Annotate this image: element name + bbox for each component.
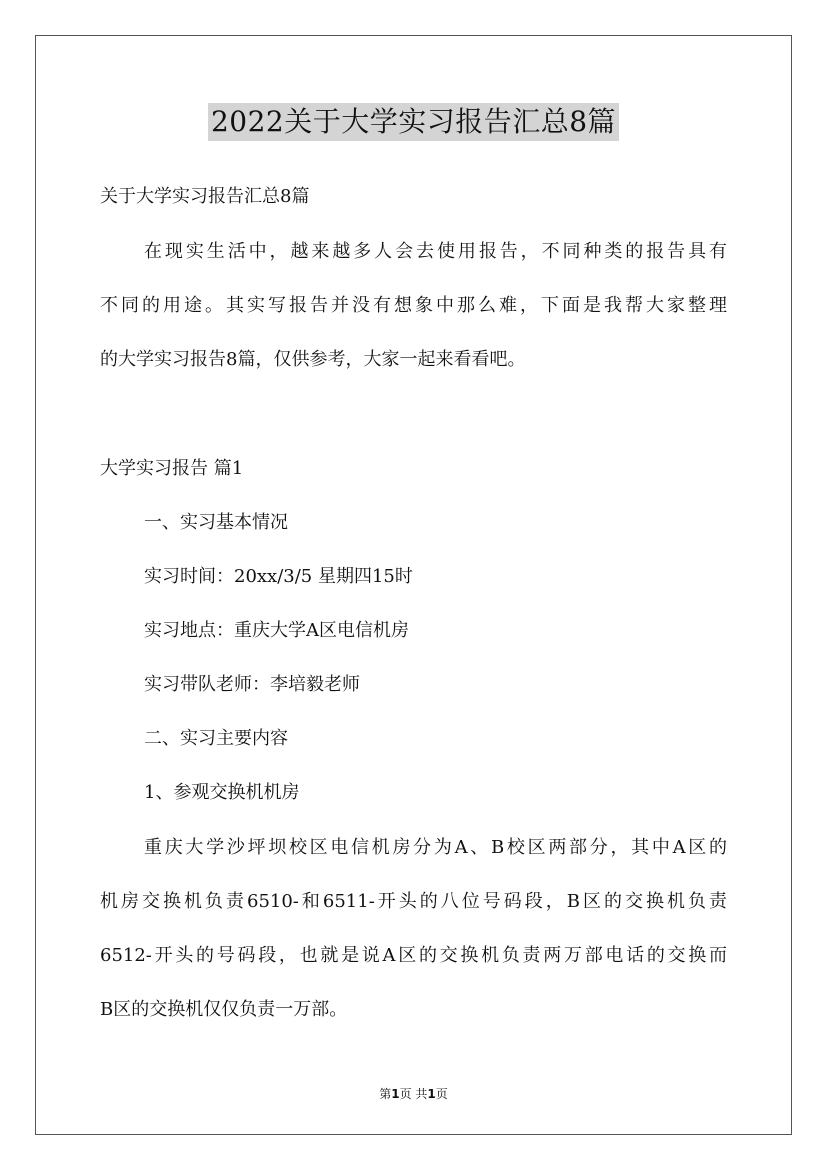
info-line-location: 实习地点：重庆大学A区电信机房 (144, 620, 409, 641)
info-line-teacher: 实习带队老师：李培毅老师 (144, 674, 360, 695)
footer-mid: 页 共 (399, 1087, 428, 1101)
paragraph-line: 重庆大学沙坪坝校区电信机房分为A、B校区两部分，其中A区的 (144, 837, 727, 858)
paragraph-line: 机房交换机负责6510-和6511-开头的八位号码段，B区的交换机负责 (100, 891, 727, 912)
subsection-heading: 一、实习基本情况 (144, 512, 288, 533)
paragraph-line: 不同的用途。其实写报告并没有想象中那么难，下面是我帮大家整理 (100, 295, 727, 316)
footer-prefix: 第 (379, 1087, 392, 1101)
paragraph-line: 在现实生活中，越来越多人会去使用报告，不同种类的报告具有 (144, 241, 727, 262)
paragraph-line: 的大学实习报告8篇，仅供参考，大家一起来看看吧。 (100, 349, 526, 370)
footer-page-total: 1 (427, 1087, 436, 1101)
page-footer (0, 1085, 827, 1102)
subtitle-line: 关于大学实习报告汇总8篇 (100, 186, 310, 207)
title-container (0, 103, 827, 141)
item-heading: 1、参观交换机机房 (144, 782, 300, 803)
paragraph-line: B区的交换机仅仅负责一万部。 (100, 999, 348, 1020)
document-title: 2022关于大学实习报告汇总8篇 (208, 103, 619, 141)
subsection-heading: 二、实习主要内容 (144, 728, 288, 749)
section-heading: 大学实习报告 篇1 (100, 458, 244, 479)
paragraph-line: 6512-开头的号码段，也就是说A区的交换机负责两万部电话的交换而 (100, 945, 727, 966)
info-line-time: 实习时间：20xx/3/5 星期四15时 (144, 566, 413, 587)
footer-page-current: 1 (391, 1087, 400, 1101)
footer-suffix: 页 (435, 1087, 448, 1101)
